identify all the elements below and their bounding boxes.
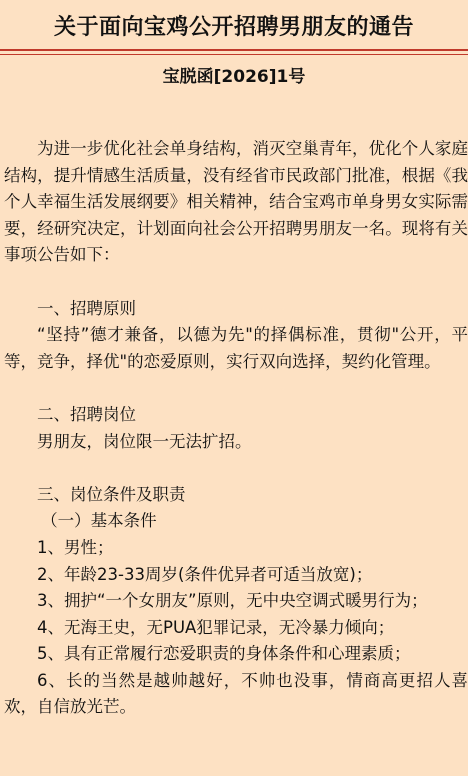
list-item: 5、具有正常履行恋爱职责的身体条件和心理素质； [37,644,411,664]
subsection-heading-basic: （一）基本条件 [41,511,157,531]
spacer [4,269,468,296]
list-item: 4、无海王史，无PUA犯罪记录，无冷暴力倾向； [37,617,395,637]
list-item: 6、长的当然是越帅越好，不帅也没事，情商高更招人喜欢，自信放光芒。 [4,670,468,717]
intro-paragraph: 为进一步优化社会单身结构，消灭空巢青年，优化个人家庭结构，提升情感生活质量，没有经省市民政部门批准，根据《我个人幸福生活发展纲要》相关精神，结合宝鸡市单身男女实际需要，经研究决定，计划面向社会公开招聘男朋友一名。现将有关事项公告如下： [4,139,468,265]
document-number: 宝脱函[2026]1号 [162,67,306,87]
list-item: 3、拥护“一个女朋友”原则，无中央空调式暖男行为； [37,591,428,611]
document-title: 关于面向宝鸡公开招聘男朋友的通告 [53,15,414,40]
list-item: 2、年龄23-33周岁(条件优异者可适当放宽)； [37,564,373,584]
red-rule-thick [0,49,468,51]
spacer [4,455,468,482]
section-heading-conditions: 三、岗位条件及职责 [37,484,186,504]
spacer [4,375,468,402]
principles-paragraph: “坚持”德才兼备，以德为先"的择偶标准，贯彻"公开，平等，竞争，择优"的恋爱原则，实行双向选择，契约化管理。 [4,325,468,371]
list-item: 1、男性； [37,537,114,557]
red-rule-thin [0,54,468,55]
document-body [4,136,468,721]
position-paragraph: 男朋友，岗位限一无法扩招。 [37,431,252,451]
section-heading-principles: 一、招聘原则 [37,298,136,318]
section-heading-position: 二、招聘岗位 [37,404,136,424]
